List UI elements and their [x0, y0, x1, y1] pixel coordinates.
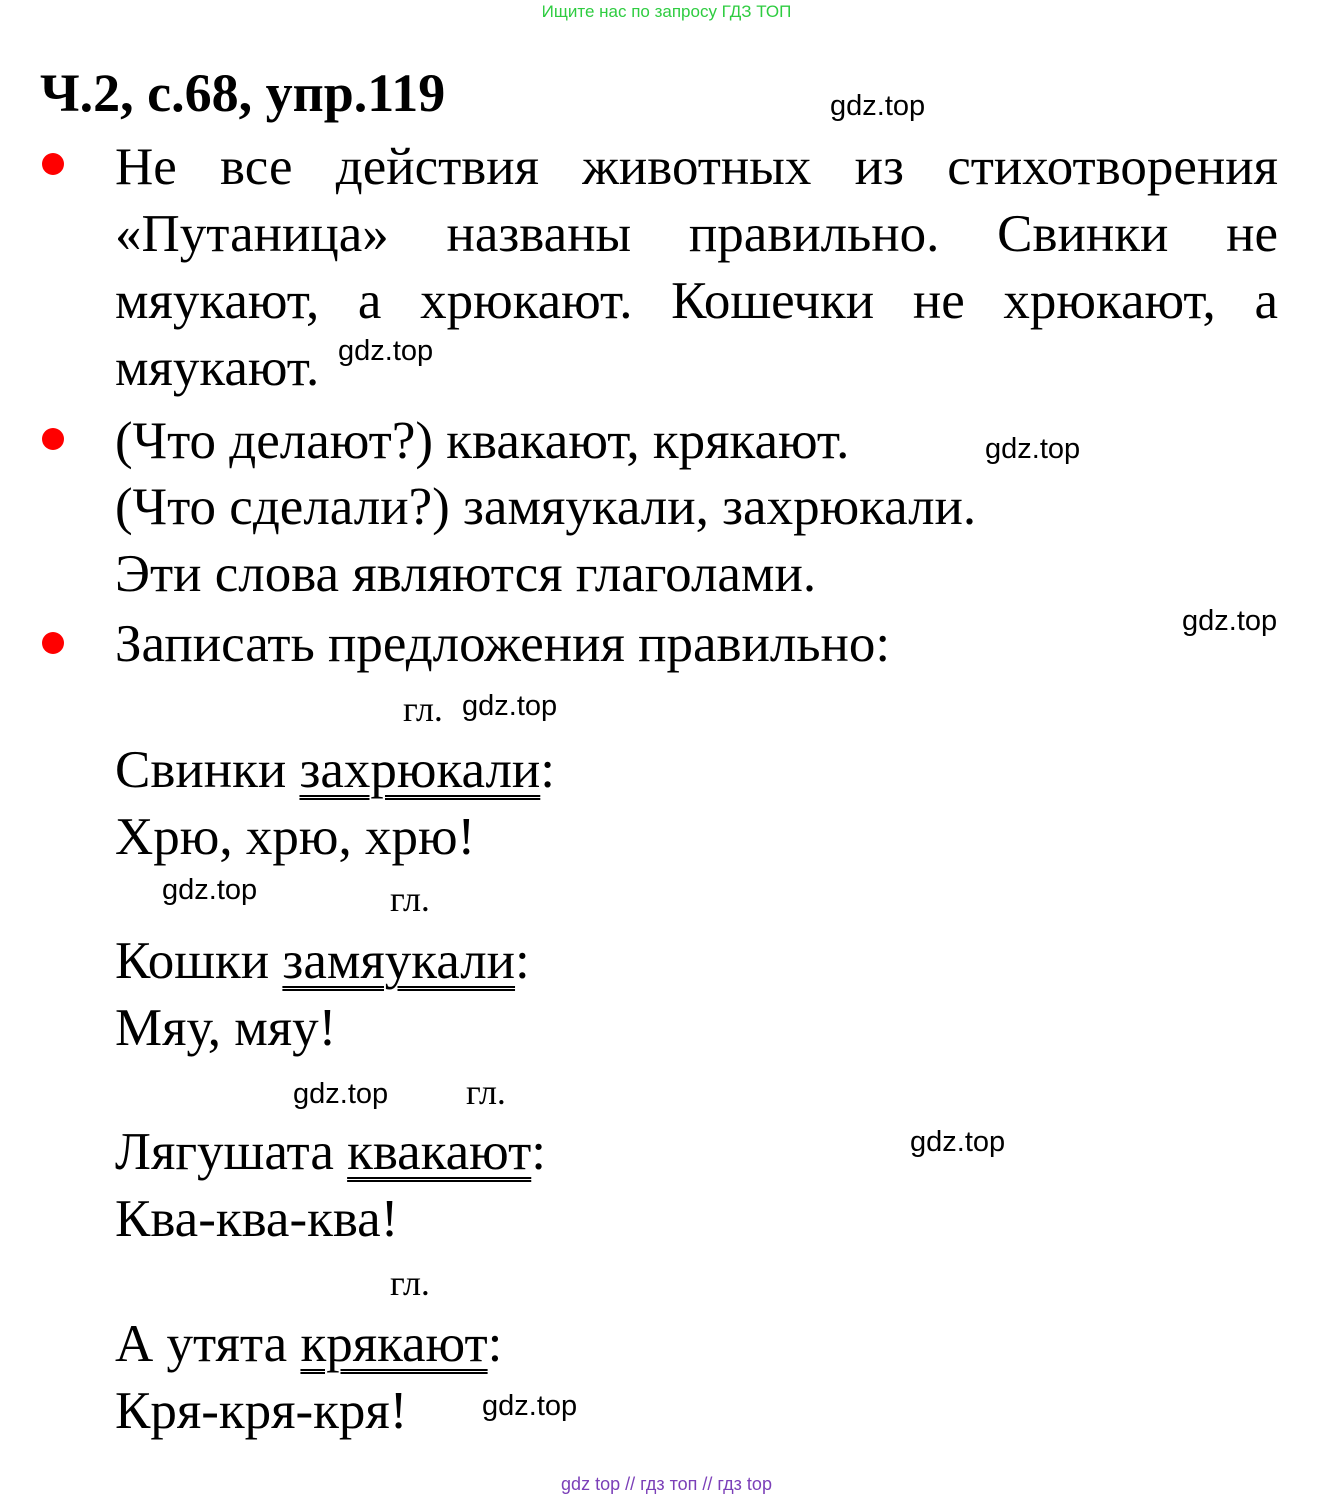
stanza-1-sound: Хрю, хрю, хрю! — [115, 808, 476, 866]
sentence-verb: захрюкали — [299, 741, 541, 799]
bullet-icon — [42, 632, 64, 654]
section-2-line: (Что сделали?) замяукали, захрюкали. — [115, 478, 977, 536]
sentence-verb: крякают — [300, 1315, 488, 1373]
watermark: gdz.top — [1182, 605, 1278, 637]
page-title: Ч.2, с.68, упр.119 — [40, 63, 446, 123]
watermark: gdz.top — [338, 335, 434, 367]
sentence-subject: А утята — [115, 1315, 301, 1373]
verb-label: гл. — [390, 879, 430, 919]
watermark: gdz.top — [482, 1390, 578, 1422]
bullet-icon — [42, 428, 64, 450]
watermark: gdz.top — [162, 874, 258, 906]
verb-label: гл. — [390, 1263, 430, 1303]
sentence-subject: Кошки — [115, 932, 283, 990]
watermark: gdz.top — [462, 690, 558, 722]
watermark: gdz.top — [293, 1078, 389, 1110]
top-banner: Ищите нас по запросу ГДЗ ТОП — [541, 2, 792, 21]
bullet-icon — [42, 153, 64, 175]
sentence-verb: замяукали — [282, 932, 516, 990]
stanza-4-sound: Кря-кря-кря! — [115, 1382, 408, 1440]
stanza-3-sound: Ква-ква-ква! — [115, 1190, 399, 1248]
sentence-punct: : — [487, 1315, 503, 1373]
sentence-punct: : — [531, 1123, 546, 1181]
sentence-punct: : — [515, 932, 530, 990]
sentence-subject: Свинки — [115, 741, 300, 799]
footer-links: gdz top // гдз топ // гдз top — [561, 1474, 772, 1494]
stanza-4-sentence — [115, 1311, 502, 1378]
verb-label: гл. — [466, 1072, 506, 1112]
section-1-paragraph: Не все действия животных из стихотворения «Путаница» названы правильно. Свинки не мяукают, а хрюкают. Кошечки не хрюкают, а мяукают. — [115, 138, 1278, 397]
stanza-2-sentence — [115, 928, 530, 995]
watermark: gdz.top — [985, 433, 1081, 465]
sentence-verb: квакают — [347, 1123, 532, 1181]
section-2-line: Эти слова являются глаголами. — [115, 545, 817, 603]
stanza-3-sentence — [115, 1119, 546, 1186]
section-3-heading: Записать предложения правильно: — [115, 615, 891, 673]
watermark: gdz.top — [830, 90, 926, 122]
stanza-2-sound: Мяу, мяу! — [115, 999, 337, 1057]
stanza-1-sentence — [115, 737, 555, 804]
sentence-subject: Лягушата — [115, 1123, 348, 1181]
section-2-line: (Что делают?) квакают, крякают. — [115, 412, 850, 470]
verb-label: гл. — [403, 689, 443, 729]
watermark: gdz.top — [910, 1126, 1006, 1158]
sentence-punct: : — [540, 741, 556, 799]
